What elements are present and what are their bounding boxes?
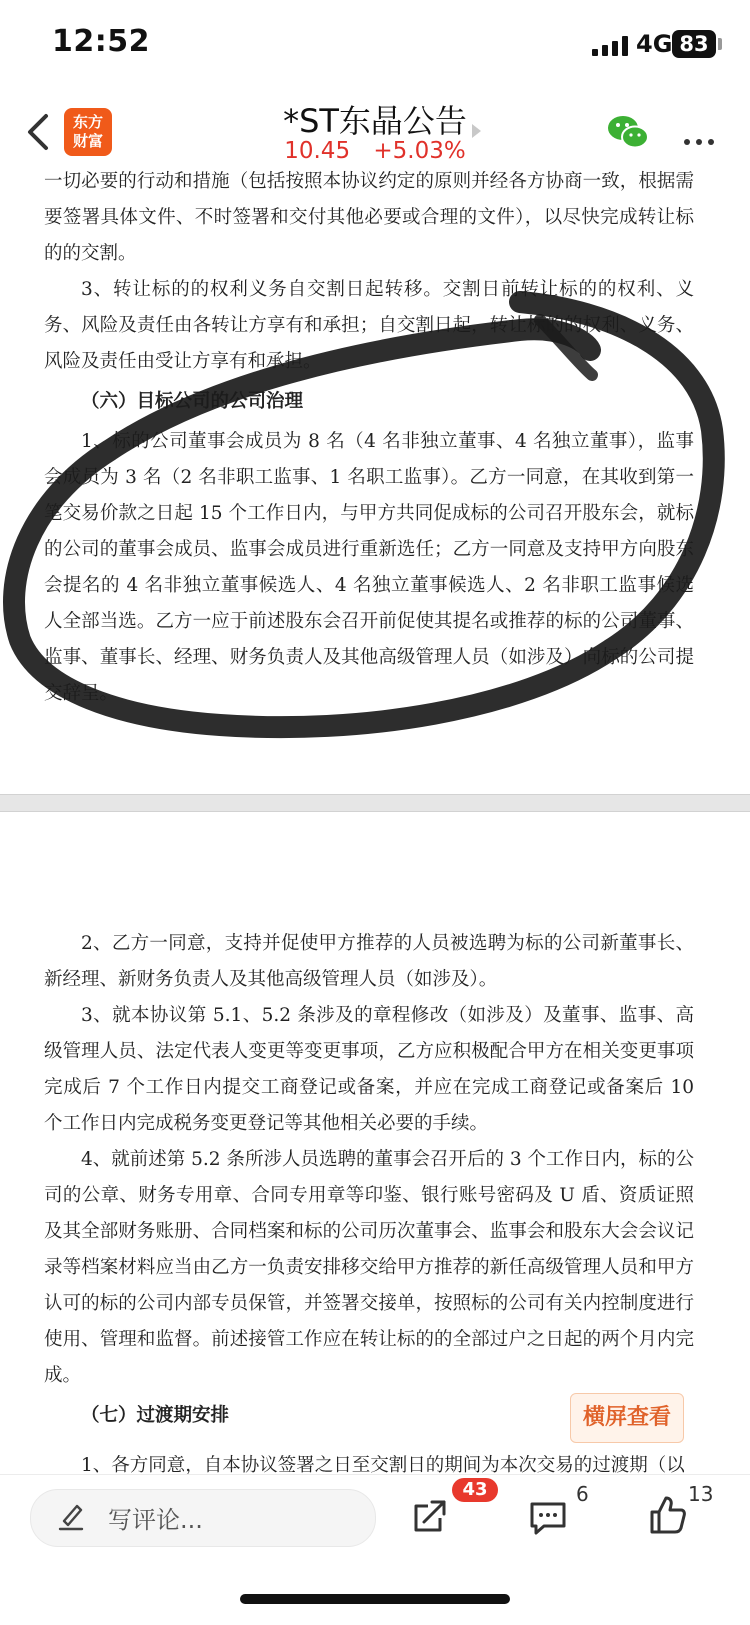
- paragraph: 3、转让标的的权利义务自交割日起转移。交割日前转让标的的权利、义务、风险及责任由各转让方享有和承担；自交割日起，转让标的的权利、义务、风险及责任由受让方享有和承担。: [44, 279, 694, 372]
- status-time: 12:52: [52, 24, 150, 59]
- stock-change: +5.03%: [373, 138, 466, 164]
- landscape-view-button[interactable]: 横屏查看: [570, 1393, 684, 1443]
- battery-icon: 83: [672, 30, 716, 58]
- document-page-1: [44, 171, 694, 712]
- cutoff-text: [44, 1452, 694, 1474]
- like-count: 13: [688, 1482, 714, 1506]
- wechat-icon[interactable]: [606, 112, 650, 152]
- quote-arrow-icon[interactable]: [472, 124, 481, 138]
- section-heading: （六）目标公司的公司治理: [81, 391, 304, 412]
- stock-price: 10.45: [284, 138, 351, 164]
- share-count-badge: 43: [452, 1478, 498, 1502]
- comment-icon[interactable]: [528, 1498, 568, 1538]
- logo-line-2: 财富: [72, 132, 103, 150]
- comment-placeholder: 写评论...: [108, 1506, 203, 1534]
- home-indicator: [240, 1594, 510, 1604]
- status-bar: [0, 0, 750, 88]
- network-type: 4G: [636, 30, 673, 58]
- page-title: *ST东晶公告: [283, 102, 467, 140]
- like-icon[interactable]: [648, 1494, 688, 1536]
- paragraph: 4、就前述第 5.2 条所涉人员选聘的董事会召开后的 3 个工作日内，标的公司的公章、财务专用章、合同专用章等印鉴、银行账号密码及 U 盾、资质证照及其全部财务账册、合同档案和标的公司历次董事会、监事会和股东大会会议记录等档案材料应当由乙方一负责安排移交给甲方推荐的新任高级管理人员和甲方认可的标的公司内部专员保管，并签署交接单，按照标的公司有关内控制度进行使用、管理和监督。前述接管工作应在转让标的的全部过户之日起的两个月内完成。: [44, 1149, 694, 1386]
- paragraph: 2、乙方一同意，支持并促使甲方推荐的人员被选聘为标的公司新董事长、新经理、新财务负责人及其他高级管理人员（如涉及）。: [44, 933, 694, 990]
- section-heading: （七）过渡期安排: [81, 1405, 230, 1426]
- share-icon[interactable]: [410, 1496, 450, 1536]
- paragraph: 一切必要的行动和措施（包括按照本协议约定的原则并经各方协商一致，根据需要签署具体文件、不时签署和交付其他必要或合理的文件），以尽快完成转让标的的交割。: [44, 171, 694, 264]
- comment-count: 6: [576, 1482, 589, 1506]
- document-page-2: [44, 926, 694, 1434]
- paragraph: 3、就本协议第 5.1、5.2 条涉及的章程修改（如涉及）及董事、监事、高级管理人员、法定代表人变更等变更事项，乙方应积极配合甲方在相关变更事项完成后 7 个工作日内提交工商登记或备案，并应在完成工商登记或备案后 10 个工作日内完成税务变更登记等其他相关必要的手续。: [44, 1005, 694, 1134]
- pen-icon: [58, 1501, 84, 1531]
- logo-line-1: 东方: [72, 113, 103, 131]
- page-separator: [0, 794, 750, 812]
- paragraph-cutoff: 1、各方同意，自本协议签署之日至交割日的期间为本次交易的过渡期（以: [81, 1455, 685, 1474]
- paragraph: 1、标的公司董事会成员为 8 名（4 名非独立董事、4 名独立董事），监事会成员为 3 名（2 名非职工监事、1 名职工监事）。乙方一同意，在其收到第一笔交易价款之日起 15 个工作日内，与甲方共同促成标的公司召开股东会，就标的公司的董事会成员、监事会成员进行重新选任；乙方一同意及支持甲方向股东会提名的 4 名非独立董事候选人、4 名独立董事候选人、2 名非职工监事候选人全部当选。乙方一应于前述股东会召开前促使其提名或推荐的标的公司董事、监事、董事长、经理、财务负责人及其他高级管理人员（如涉及）向标的公司提交辞呈。: [44, 431, 694, 704]
- more-icon[interactable]: [684, 130, 720, 149]
- battery-tip: [718, 38, 722, 50]
- signal-icon: [592, 36, 630, 56]
